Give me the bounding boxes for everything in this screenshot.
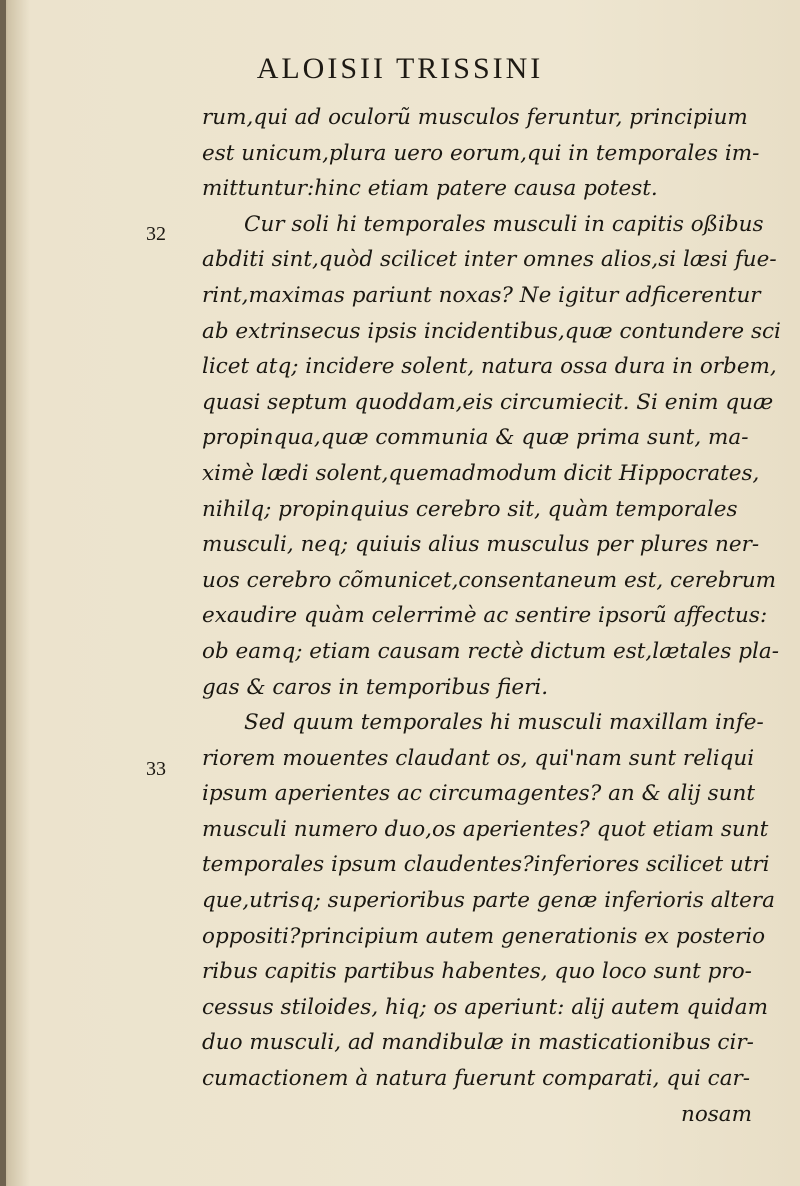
text-line: exaudire quàm celerrimè ac sentire ipsorũ affectus: xyxy=(202,603,768,629)
text-line: musculi, neq; quiuis alius musculus per plures ner- xyxy=(202,532,760,558)
text-line: musculi numero duo,os aperientes? quot etiam sunt xyxy=(202,816,769,842)
text-line: mittuntur:hinc etiam patere causa potest. xyxy=(202,176,658,202)
running-header: ALOISII TRISSINI xyxy=(256,52,544,85)
margin-number-33: 33 xyxy=(146,758,166,780)
text-line: ribus capitis partibus habentes, quo loco sunt pro- xyxy=(202,959,752,985)
page-gutter-shadow xyxy=(0,0,6,1186)
text-line: oppositi?principium autem generationis ex posterio xyxy=(202,923,766,949)
text-line: cessus stiloides, hiq; os aperiunt: alij autem quidam xyxy=(202,994,769,1020)
text-line: ipsum aperientes ac circumagentes? an & alij sunt xyxy=(202,781,755,807)
text-line: propinqua,quæ communia & quæ prima sunt, ma- xyxy=(202,425,749,451)
text-line: duo musculi, ad mandibulæ in masticationibus cir- xyxy=(202,1030,754,1056)
text-line: gas & caros in temporibus fieri. xyxy=(202,674,549,700)
text-line: quasi septum quoddam,eis circumiecit. Si enim quæ xyxy=(202,389,774,415)
text-line: que,utrisq; superioribus parte genæ inferioris altera xyxy=(202,888,775,914)
margin-number-32: 32 xyxy=(146,223,166,245)
catchword: nosam xyxy=(680,1101,752,1127)
text-line: temporales ipsum claudentes?inferiores scilicet utri xyxy=(202,852,770,878)
text-line: licet atq; incidere solent, natura ossa dura in orbem, xyxy=(202,354,777,380)
text-line: est unicum,plura uero eorum,qui in temporales im- xyxy=(202,140,760,166)
text-line: Cur soli hi temporales musculi in capitis oßibus xyxy=(244,211,764,237)
text-line: uos cerebro cõmunicet,consentaneum est, cerebrum xyxy=(202,567,777,593)
text-line: riorem mouentes claudant os, qui'nam sunt reliqui xyxy=(202,745,755,771)
text-line: cumactionem à natura fuerunt comparati, qui car- xyxy=(202,1066,751,1092)
text-line: ob eamq; etiam causam rectè dictum est,lætales pla- xyxy=(202,638,779,664)
body-text xyxy=(202,100,781,1132)
text-line: nihilq; propinquius cerebro sit, quàm temporales xyxy=(202,496,738,522)
text-line: Sed quum temporales hi musculi maxillam infe- xyxy=(244,710,764,736)
text-line: ab extrinsecus ipsis incidentibus,quæ contundere sci xyxy=(202,318,781,344)
text-line: abditi sint,quòd scilicet inter omnes alios,si læsi fue- xyxy=(202,247,777,273)
text-line: rum,qui ad oculorũ musculos feruntur, principium xyxy=(202,105,748,130)
text-line: rint,maximas pariunt noxas? Ne igitur adficerentur xyxy=(202,282,761,308)
text-line: ximè lædi solent,quemadmodum dicit Hippocrates, xyxy=(202,460,760,486)
